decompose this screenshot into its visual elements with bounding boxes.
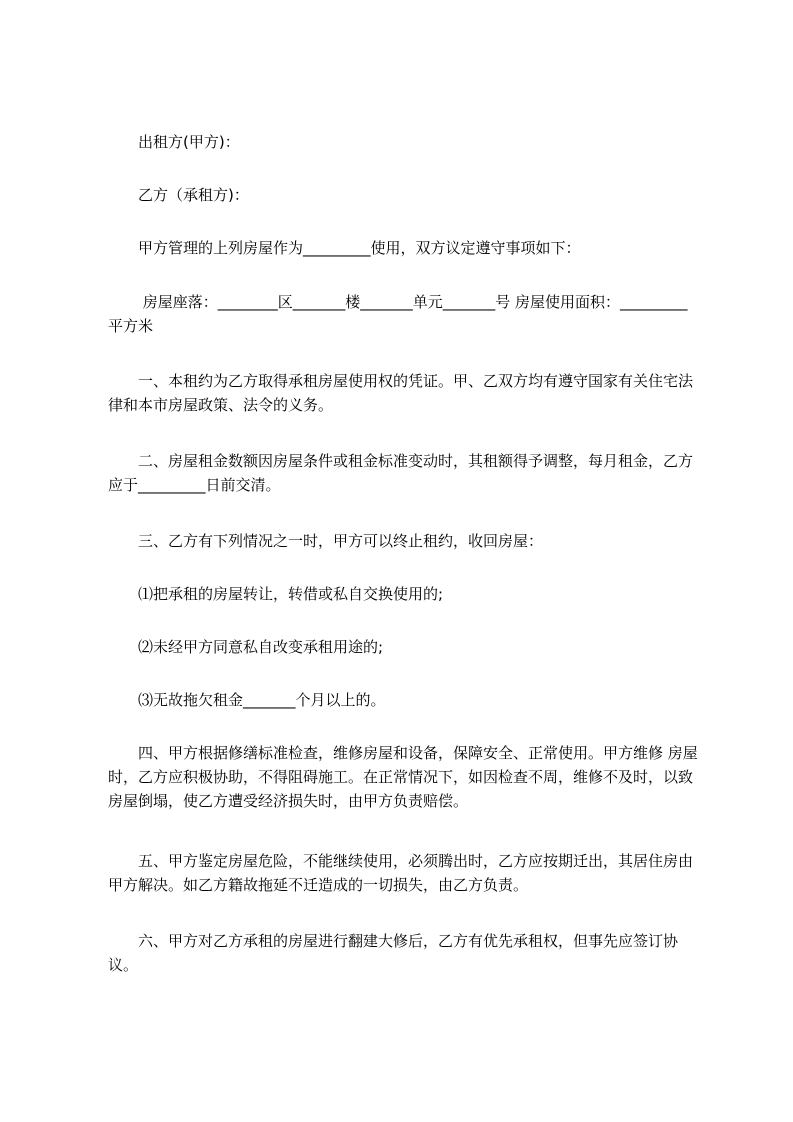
lessor-line: 出租方(甲方)：: [108, 133, 240, 151]
clause-3-item-2: ⑵未经甲方同意私自改变承租用途的;: [108, 638, 384, 656]
clause-5: 五、甲方鉴定房屋危险，不能继续使用，必须腾出时，乙方应按期迁出，其居住房由甲方解决。如乙方籍故拖延不迁造成的一切损失，由乙方负责。: [108, 852, 694, 894]
clause-4: 四、甲方根据修缮标准检查，维修房屋和设备，保障安全、正常使用。甲方维修 房屋时，乙方应积极协助，不得阻碍施工。在正常情况下，如因检查不周，维修不及时，以致房屋倒塌，使乙方遭受经济损失时，由甲方负责赔偿。: [108, 744, 698, 810]
lessee-line: 乙方（承租方)：: [108, 186, 249, 204]
clause-3-item-1: ⑴把承租的房屋转让，转借或私自交换使用的;: [108, 585, 444, 603]
clause-3-item-3: ⑶无故拖欠租金_______个月以上的。: [108, 691, 386, 709]
property-location-line: 房屋座落：________区_______楼_______单元_______号 房屋使用面积：_________平方米: [108, 293, 688, 335]
clause-6: 六、甲方对乙方承租的房屋进行翻建大修后，乙方有优先承租权，但事先应签订协议。: [108, 932, 679, 974]
clause-1: 一、本租约为乙方取得承租房屋使用权的凭证。甲、乙双方均有遵守国家有关住宅法律和本市房屋政策、法令的义务。: [108, 372, 694, 414]
clause-3: 三、乙方有下列情况之一时，甲方可以终止租约，收回房屋：: [108, 532, 544, 550]
clause-2: 二、房屋租金数额因房屋条件或租金标准变动时，其租额得予调整，每月租金，乙方应于_________日前交清。: [108, 452, 694, 494]
usage-line: 甲方管理的上列房屋作为_________使用，双方议定遵守事项如下：: [108, 239, 581, 257]
